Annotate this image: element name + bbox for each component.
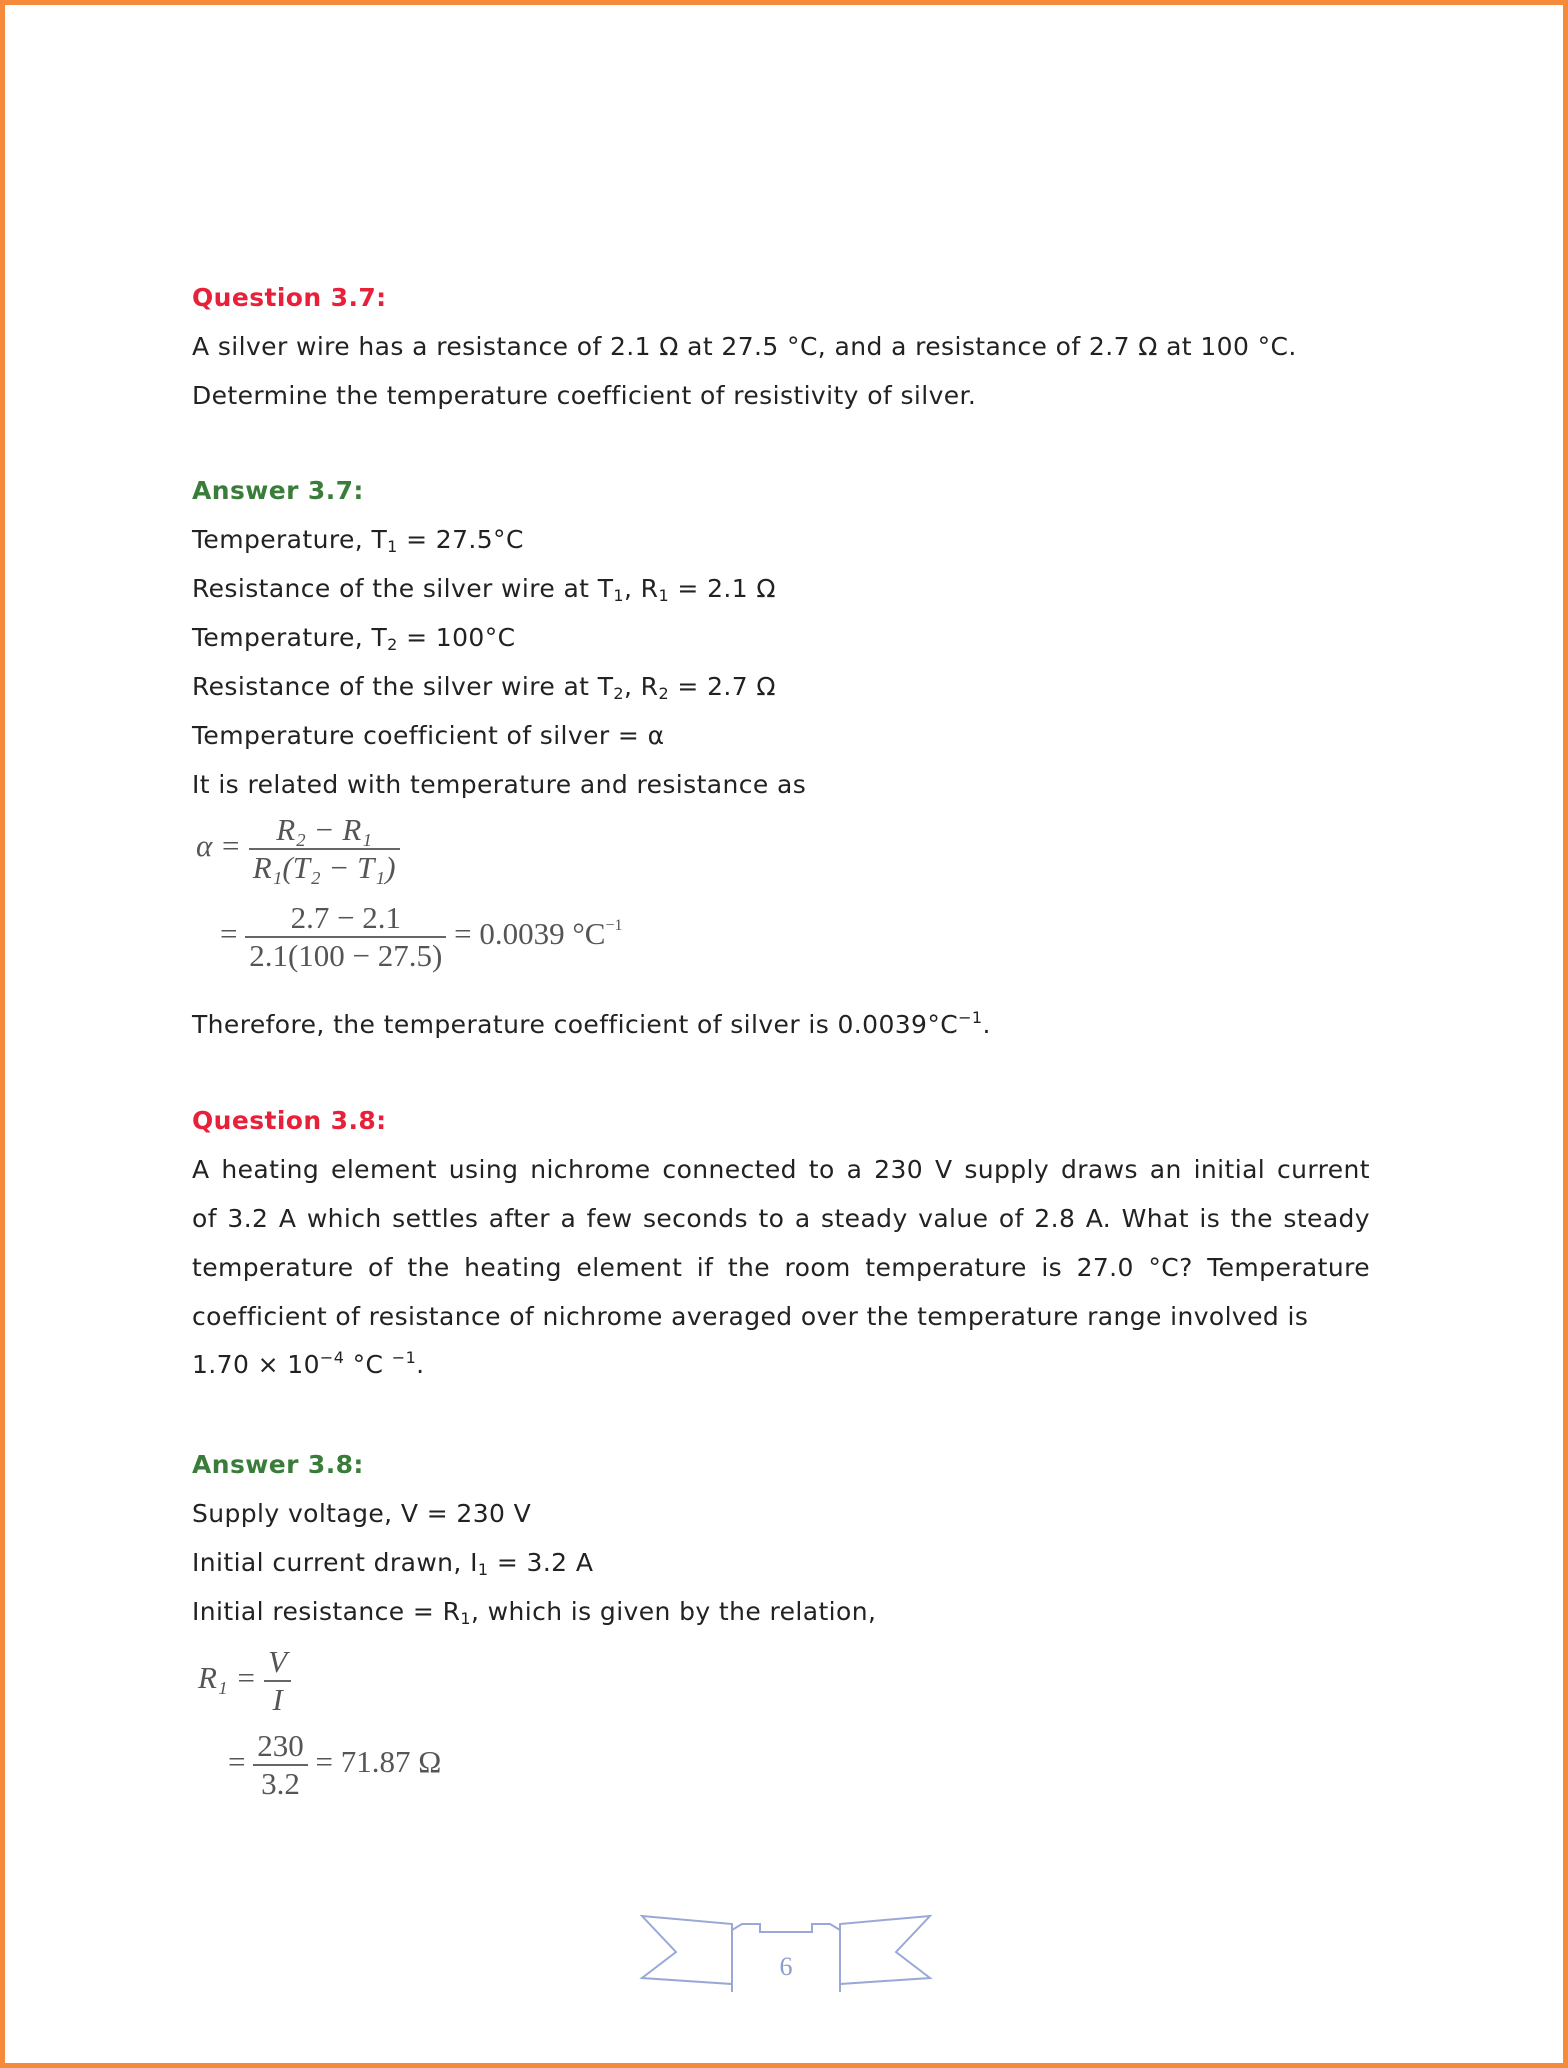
subscript: 2 <box>658 684 670 703</box>
answer-3-7-line-alpha: Temperature coefficient of silver = α <box>192 721 665 750</box>
text: Resistance of the silver wire at T <box>192 574 614 603</box>
text: = 2.7 Ω <box>669 672 776 701</box>
question-3-7-text-line-1: A silver wire has a resistance of 2.1 Ω at 27.5 °C, and a resistance of 2.7 Ω at 100 °C. <box>192 332 1297 361</box>
text: , R <box>623 574 659 603</box>
fraction-denominator: I <box>264 1680 291 1718</box>
subscript: 1 <box>477 1560 489 1579</box>
text: Temperature, T <box>192 623 388 652</box>
text: °C <box>344 1350 392 1379</box>
question-3-8-text-line-3: temperature of the heating element if the room temperature is 27.0 °C? Temperature <box>192 1253 1370 1282</box>
text: Therefore, the temperature coefficient of silver is 0.0039°C <box>192 1010 959 1039</box>
subscript: 1 <box>460 1609 471 1628</box>
alpha-lhs: α = <box>196 828 241 864</box>
fraction <box>249 812 400 886</box>
superscript: −4 <box>319 1348 345 1367</box>
text: = 3.2 A <box>488 1548 594 1577</box>
alpha-substitution <box>220 900 622 974</box>
alpha-formula <box>196 812 400 886</box>
fraction-numerator: 2.7 − 2.1 <box>290 900 402 935</box>
question-3-8-text-line-5 <box>192 1350 425 1380</box>
question-3-8-text-line-4: coefficient of resistance of nichrome averaged over the temperature range involved is <box>192 1302 1309 1331</box>
fraction-denominator: 2.1(100 − 27.5) <box>245 936 446 974</box>
text: , which is given by the relation, <box>470 1597 877 1626</box>
answer-3-8-line-resistance <box>192 1597 876 1627</box>
text: . <box>982 1010 991 1039</box>
page-number: 6 <box>779 1952 793 1981</box>
resistance-result: = 71.87 Ω <box>315 1744 442 1780</box>
fraction-numerator: R₂ − R₁ <box>276 812 373 847</box>
subscript: 1 <box>658 586 670 605</box>
equals-sign: = <box>228 1744 246 1780</box>
fraction-denominator: R₁(T₂ − T₁) <box>249 848 400 886</box>
text: = 27.5°C <box>397 525 524 554</box>
answer-3-8-line-current <box>192 1548 593 1578</box>
answer-3-8-heading: Answer 3.8: <box>192 1450 364 1479</box>
answer-3-7-line-t2 <box>192 623 515 653</box>
question-3-7-heading: Question 3.7: <box>192 283 387 312</box>
question-3-7-text-line-2: Determine the temperature coefficient of resistivity of silver. <box>192 381 977 410</box>
fraction <box>245 900 446 974</box>
answer-3-7-conclusion <box>192 1010 991 1040</box>
subscript: 1 <box>387 537 398 556</box>
text: Initial current drawn, I <box>192 1548 478 1577</box>
page-footer <box>636 1908 936 1998</box>
answer-3-7-line-relation: It is related with temperature and resistance as <box>192 770 807 799</box>
fraction-numerator: V <box>268 1644 288 1679</box>
answer-3-7-line-r1 <box>192 574 776 604</box>
subscript: 2 <box>387 635 398 654</box>
question-3-8-text-line-1: A heating element using nichrome connected to a 230 V supply draws an initial current <box>192 1155 1370 1184</box>
question-3-8-text-line-2: of 3.2 A which settles after a few seconds to a steady value of 2.8 A. What is the steady <box>192 1204 1370 1233</box>
text: 1.70 × 10 <box>192 1350 320 1379</box>
superscript: −1 <box>605 917 623 935</box>
question-3-8-heading: Question 3.8: <box>192 1106 387 1135</box>
answer-3-7-heading: Answer 3.7: <box>192 476 364 505</box>
fraction <box>264 1644 291 1718</box>
text: , R <box>623 672 659 701</box>
answer-3-7-line-r2 <box>192 672 776 702</box>
fraction-denominator: 3.2 <box>253 1764 308 1802</box>
text: Resistance of the silver wire at T <box>192 672 614 701</box>
superscript: −1 <box>391 1348 417 1367</box>
text: . <box>416 1350 425 1379</box>
text: = 100°C <box>397 623 516 652</box>
text: Temperature, T <box>192 525 388 554</box>
resistance-formula <box>198 1644 291 1718</box>
resistance-substitution <box>228 1728 441 1802</box>
answer-3-7-line-t1 <box>192 525 524 555</box>
subscript: 1 <box>613 586 624 605</box>
text: = 2.1 Ω <box>669 574 776 603</box>
fraction-numerator: 230 <box>257 1728 304 1763</box>
fraction <box>253 1728 308 1802</box>
equals-sign: = <box>220 916 238 952</box>
superscript: −1 <box>958 1008 983 1027</box>
answer-3-8-line-voltage: Supply voltage, V = 230 V <box>192 1499 532 1528</box>
text: Initial resistance = R <box>192 1597 461 1626</box>
resistance-lhs: R₁ = <box>198 1660 257 1696</box>
subscript: 2 <box>613 684 624 703</box>
alpha-result: = 0.0039 °C <box>454 916 606 952</box>
